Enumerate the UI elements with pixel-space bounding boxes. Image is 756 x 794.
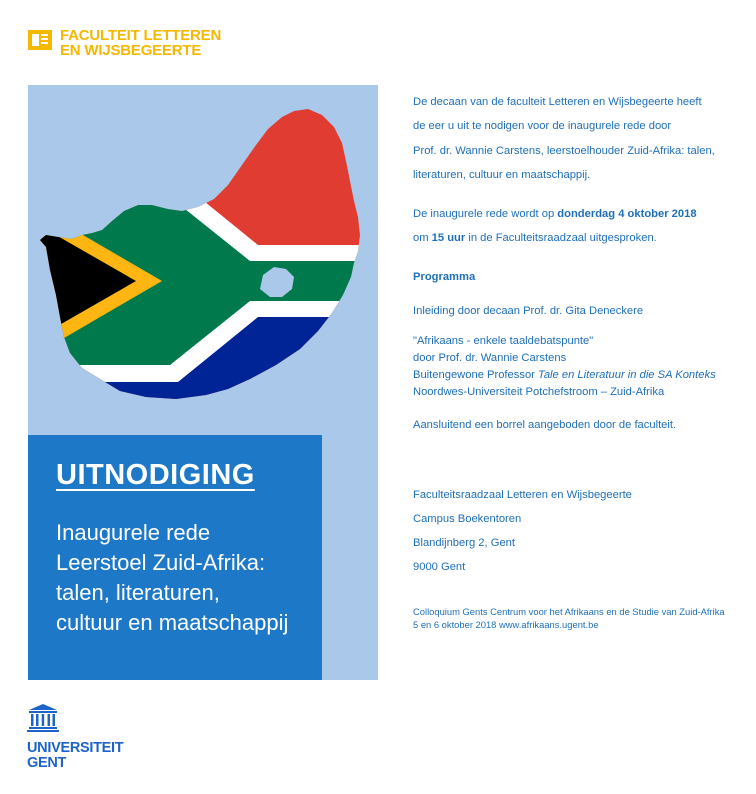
date-suffix: in de Faculteitsraadzaal uitgesproken. — [465, 232, 657, 245]
invitation-title-box — [28, 435, 322, 680]
lecture-speaker: door Prof. dr. Wannie Carstens — [413, 352, 567, 365]
subtitle-line: cultuur en maatschappij — [56, 610, 289, 635]
programme-heading: Programma — [413, 271, 476, 284]
university-name — [27, 741, 123, 771]
hour-prefix: om — [413, 232, 432, 245]
intro-paragraph — [413, 90, 733, 187]
colloquium-note — [413, 605, 733, 631]
closing-note: Aansluitend een borrel aangeboden door de faculteit. — [413, 419, 677, 432]
university-name-line2: GENT — [27, 755, 67, 771]
faculty-logo — [28, 28, 221, 58]
university-building-icon — [27, 703, 59, 733]
intro-line: literaturen, cultuur en maatschappij. — [413, 168, 591, 181]
faculty-name — [60, 28, 221, 58]
university-name-line1: UNIVERSITEIT — [27, 740, 124, 756]
address-line: Campus Boekentoren — [413, 513, 522, 526]
subtitle-line: talen, literaturen, — [56, 580, 220, 605]
lecture-role: Buitengewone Professor — [413, 369, 539, 382]
invitation-heading: UITNODIGING — [56, 459, 255, 491]
faculty-name-line1: FACULTEIT LETTEREN — [60, 27, 222, 44]
faculty-name-line2: EN WIJSBEGEERTE — [60, 42, 202, 59]
date-paragraph — [413, 202, 733, 250]
event-hour: 15 uur — [431, 232, 466, 245]
south-africa-flag-map — [28, 85, 378, 435]
address-line: Faculteitsraadzaal Letteren en Wijsbegeerte — [413, 489, 632, 502]
lecture-university: Noordwes-Universiteit Potchefstroom – Zuid-Afrika — [413, 386, 665, 399]
intro-line: Prof. dr. Wannie Carstens, leerstoelhouder Zuid-Afrika: talen, — [413, 144, 715, 157]
subtitle-line: Inaugurele rede — [56, 520, 211, 545]
address-block — [413, 483, 733, 579]
colloquium-line: Colloquium Gents Centrum voor het Afrikaans en de Studie van Zuid-Afrika — [413, 606, 725, 618]
subtitle-line: Leerstoel Zuid-Afrika: — [56, 550, 266, 575]
colloquium-line: 5 en 6 oktober 2018 www.afrikaans.ugent.be — [413, 619, 599, 631]
date-prefix: De inaugurele rede wordt op — [413, 208, 558, 221]
university-logo — [27, 703, 123, 771]
address-line: Blandijnberg 2, Gent — [413, 537, 515, 550]
event-date: donderdag 4 oktober 2018 — [557, 208, 697, 221]
lecture-title: "Afrikaans - enkele taaldebatspunte" — [413, 335, 594, 348]
book-icon — [28, 30, 52, 52]
invitation-text — [413, 90, 733, 631]
programme-item: Inleiding door decaan Prof. dr. Gita Deneckere — [413, 305, 644, 318]
lecture-role-italic: Tale en Literatuur in die SA Konteks — [538, 369, 716, 382]
invitation-subtitle — [56, 518, 294, 638]
intro-line: De decaan van de faculteit Letteren en Wijsbegeerte heeft — [413, 96, 702, 108]
address-line: 9000 Gent — [413, 561, 466, 574]
intro-line: de eer u uit te nodigen voor de inaugurele rede door — [413, 120, 672, 133]
